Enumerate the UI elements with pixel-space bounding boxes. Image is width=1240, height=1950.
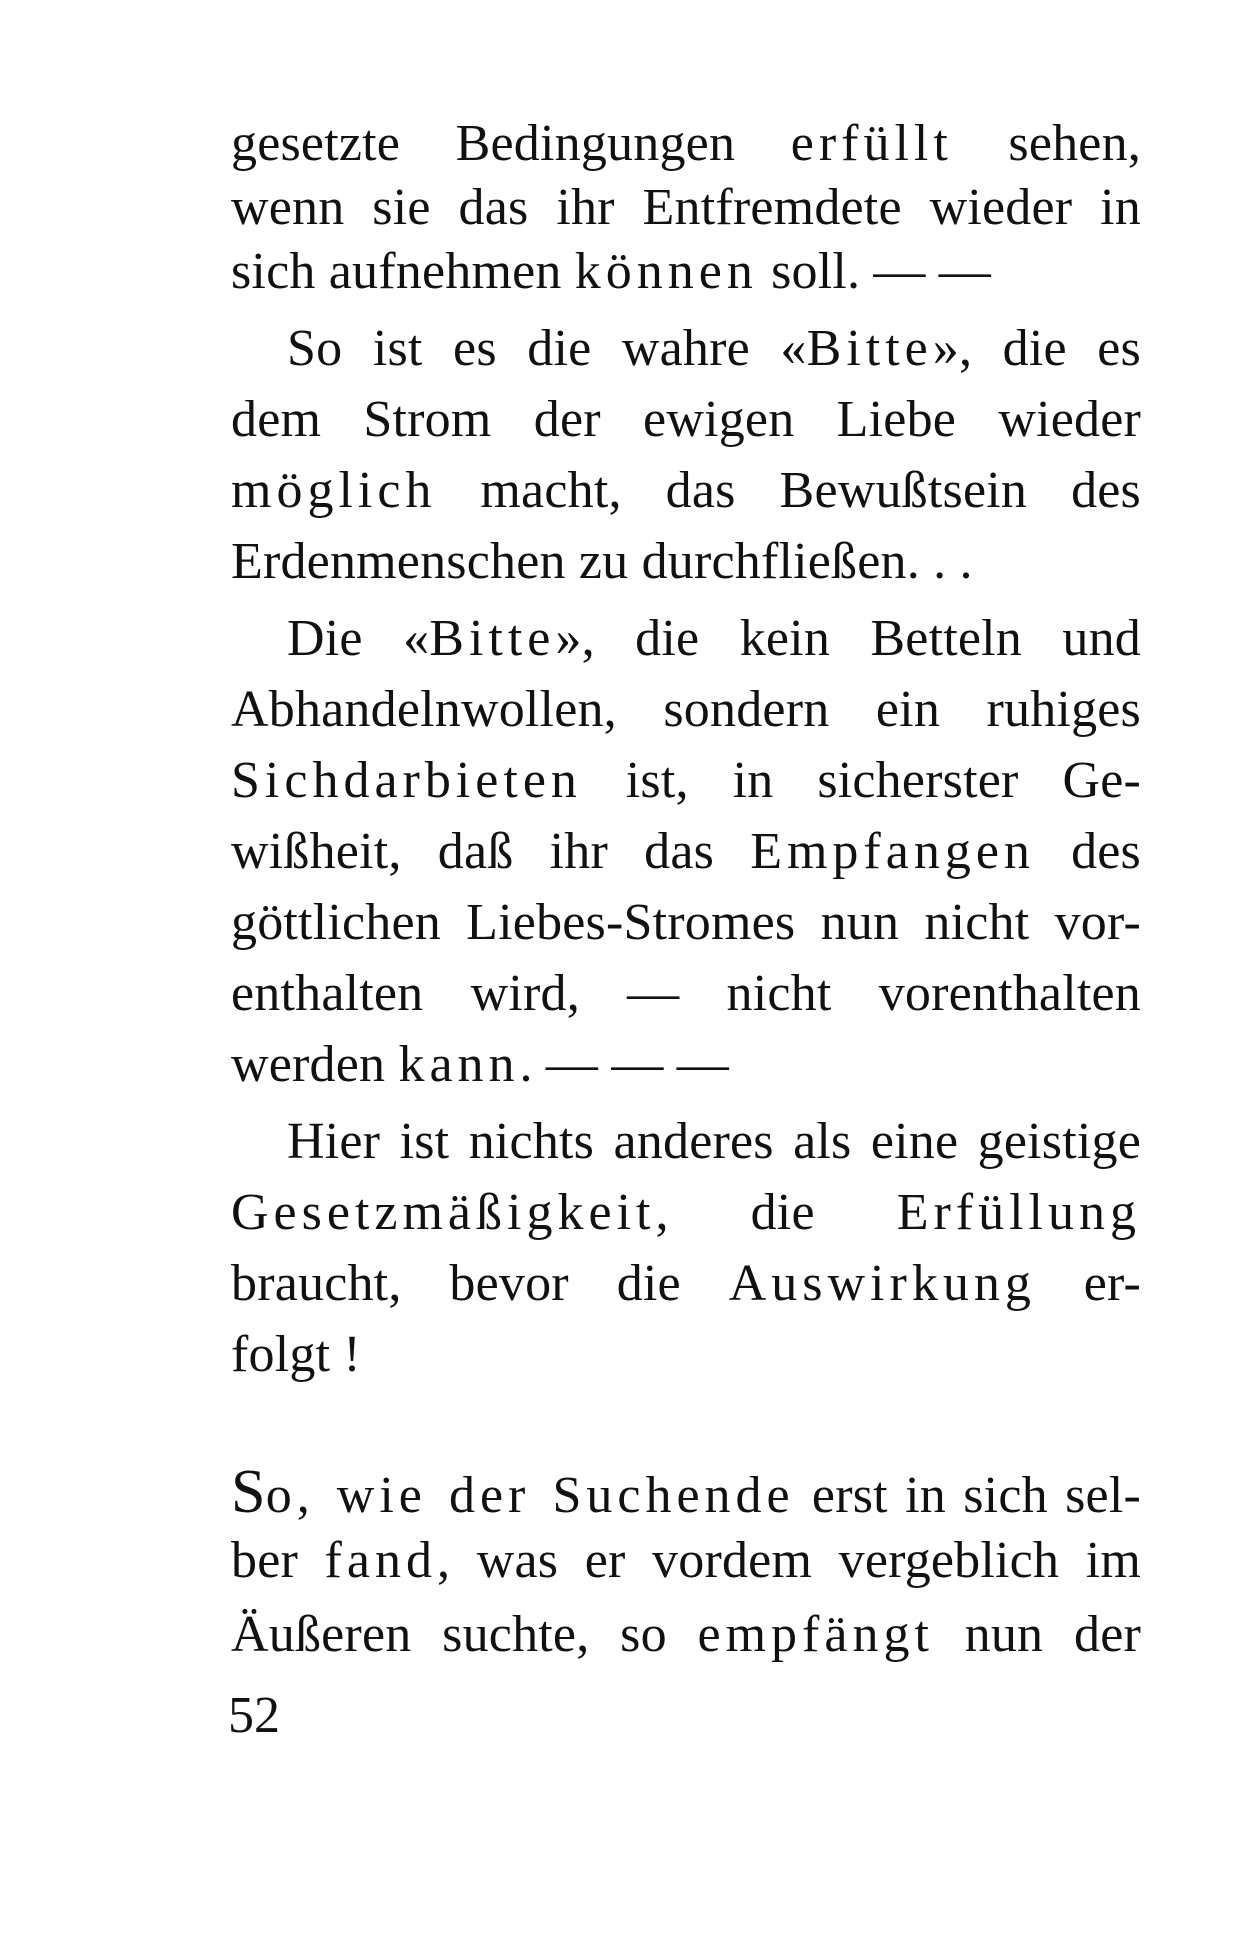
text-line-6: möglich macht, das Bewußtsein des — [231, 462, 1141, 519]
text-line-2: wenn sie das ihr Entfremdete wieder in — [231, 179, 1141, 236]
text-line-16: Gesetzmäßigkeit, die Erfüllung — [231, 1184, 1141, 1241]
page-number: 52 — [228, 1687, 280, 1744]
text-line-21: Äußeren suchte, so empfängt nun der — [231, 1606, 1141, 1663]
text-line-4: So ist es die wahre «Bitte», die es — [287, 320, 1141, 377]
text-line-10: Sichdarbieten ist, in sicherster Ge- — [231, 752, 1141, 809]
text-line-11: wißheit, daß ihr das Empfangen des — [231, 823, 1141, 880]
text-line-13: enthalten wird, — nicht vorenthalten — [231, 965, 1141, 1022]
text-line-3: sich aufnehmen können soll. — — — [231, 243, 992, 300]
text-line-7: Erdenmenschen zu durchfließen. . . — [231, 533, 973, 590]
text-line-15: Hier ist nichts anderes als eine geistige — [287, 1113, 1141, 1170]
text-line-8: Die «Bitte», die kein Betteln und — [287, 610, 1141, 667]
text-line-1: gesetzte Bedingungen erfüllt sehen, — [231, 115, 1141, 172]
text-line-20: ber fand, was er vordem vergeblich im — [231, 1532, 1141, 1589]
text-line-19: So, wie der Suchende erst in sich sel- — [231, 1458, 1141, 1526]
text-line-9: Abhandelnwollen, sondern ein ruhiges — [231, 681, 1141, 738]
drop-cap: S — [231, 1458, 266, 1526]
text-line-18: folgt ! — [231, 1326, 361, 1383]
text-line-17: braucht, bevor die Auswirkung er- — [231, 1255, 1141, 1312]
text-line-14: werden kann. — — — — [231, 1036, 729, 1093]
text-line-5: dem Strom der ewigen Liebe wieder — [231, 391, 1141, 448]
text-line-12: göttlichen Liebes-Stromes nun nicht vor- — [231, 894, 1141, 951]
